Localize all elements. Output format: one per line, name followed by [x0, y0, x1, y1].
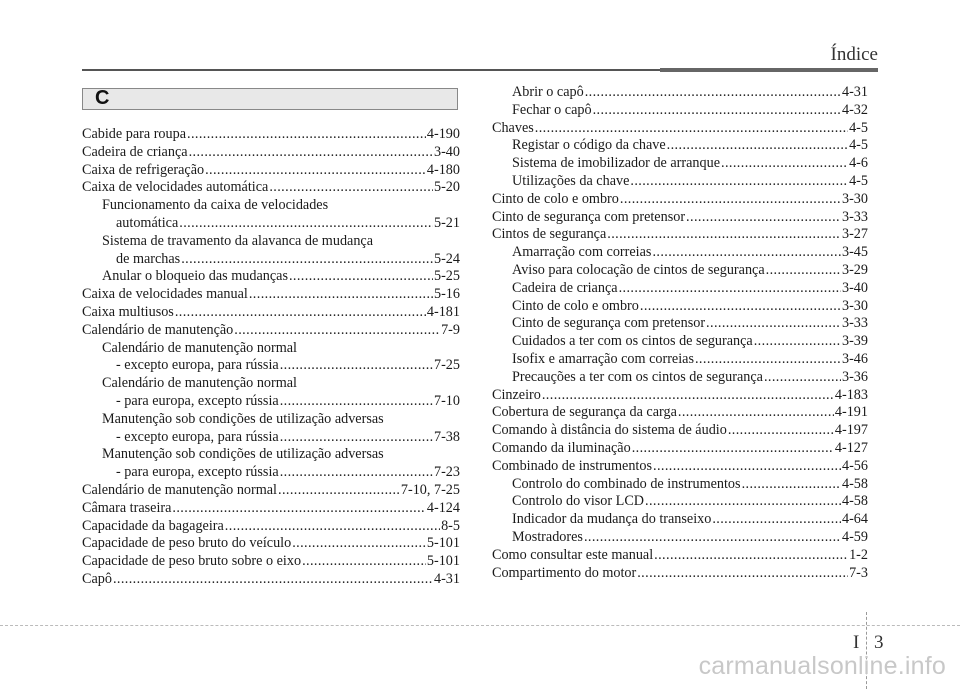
page-reference: 4-5 [849, 172, 868, 189]
index-entry [82, 518, 460, 536]
index-entry [82, 179, 460, 197]
index-entry [492, 333, 868, 351]
dot-leader [645, 493, 841, 511]
page-reference: 4-56 [841, 457, 868, 474]
index-entry-text: Cobertura de segurança da carga [492, 404, 677, 421]
index-entry-text: Como consultar este manual [492, 546, 654, 563]
index-entry [492, 226, 868, 244]
dot-leader [205, 162, 426, 180]
page-reference: 7-23 [433, 464, 460, 481]
page-reference: 4-183 [834, 386, 868, 403]
index-entry-text: Capacidade de peso bruto sobre o eixo [82, 553, 302, 570]
section-header [82, 88, 458, 110]
index-entry-text: Chaves [492, 119, 534, 136]
index-entry-text: Registar o código da chave [512, 137, 666, 154]
dot-leader [695, 351, 841, 369]
index-entry-text: Capô [82, 570, 112, 587]
index-entry [492, 493, 868, 511]
index-entry-text: Cinto de segurança com pretensor [492, 208, 686, 225]
index-entry-text: Abrir o capô [512, 84, 584, 100]
page-reference: 5-101 [426, 535, 460, 552]
index-entry-text: Calendário de manutenção normal [102, 375, 298, 392]
index-entry [82, 268, 460, 286]
dot-leader [292, 535, 426, 553]
dot-leader [179, 215, 433, 233]
index-entry-text: Cinto de colo e ombro [512, 297, 639, 314]
index-entry [82, 144, 460, 162]
page-reference: 3-30 [841, 297, 868, 314]
index-entry-text: Calendário de manutenção normal [82, 481, 278, 498]
page-reference: 5-24 [433, 250, 460, 267]
page-reference: 7-9 [441, 321, 460, 338]
page-reference: 4-31 [433, 570, 460, 587]
index-entry-text: Comando da iluminação [492, 439, 631, 456]
index-subheading [82, 375, 460, 393]
index-entry [492, 298, 868, 316]
section-letter: C [95, 87, 110, 109]
page-reference: 5-16 [433, 286, 460, 303]
page-reference: 3-27 [841, 226, 868, 243]
dot-leader [187, 126, 426, 144]
index-entry [82, 286, 460, 304]
page-reference: 3-29 [841, 261, 868, 278]
index-entry [492, 529, 868, 547]
page-reference: 5-21 [433, 214, 460, 231]
index-entry-text: Aviso para colocação de cintos de segurança [512, 261, 765, 278]
index-entry [492, 209, 868, 227]
index-entry [82, 215, 460, 233]
dot-leader [652, 244, 841, 262]
page-reference: 3-33 [841, 208, 868, 225]
index-entry [492, 458, 868, 476]
index-entry-text: Controlo do combinado de instrumentos [512, 475, 741, 492]
index-subheading [82, 340, 460, 358]
page-reference: 4-32 [841, 101, 868, 118]
dot-leader [742, 476, 841, 494]
dot-leader [619, 280, 841, 298]
page-reference: 4-190 [426, 126, 460, 142]
dot-leader [172, 500, 425, 518]
index-entry-text: Caixa de refrigeração [82, 161, 205, 178]
dot-leader [754, 333, 841, 351]
index-entry-text: Cinzeiro [492, 386, 541, 403]
page-title: Índice [830, 44, 878, 65]
index-entry-text: Isofix e amarração com correias [512, 350, 694, 367]
page-reference: 7-10 [433, 392, 460, 409]
dot-leader [706, 315, 841, 333]
index-entry-text: Compartimento do motor [492, 564, 637, 581]
dot-leader [593, 102, 841, 120]
dot-leader [640, 298, 841, 316]
dot-leader [280, 429, 433, 447]
page-reference: 4-197 [834, 422, 868, 439]
dot-leader [653, 458, 841, 476]
index-entry-text: Comando à distância do sistema de áudio [492, 422, 727, 439]
index-entry [492, 120, 868, 138]
index-entry-text: - excepto europa, para rússia [116, 357, 279, 374]
dot-leader [637, 565, 848, 583]
index-entry-text: Caixa de velocidades automática [82, 179, 269, 196]
index-entry-text: Precauções a ter com os cintos de segurança [512, 368, 763, 385]
dot-leader [654, 547, 848, 565]
index-entry-text: de marchas [116, 250, 181, 267]
index-entry-text: Capacidade da bagageira [82, 517, 224, 534]
index-entry-text: Anular o bloqueio das mudanças [102, 268, 288, 285]
index-entry [82, 251, 460, 269]
index-entry [492, 155, 868, 173]
index-entry [492, 404, 868, 422]
index-entry [82, 535, 460, 553]
index-entry-text: automática [116, 214, 179, 231]
page-reference: 4-5 [849, 119, 868, 136]
index-entry-text: Utilizações da chave [512, 172, 630, 189]
page-reference: 1-2 [849, 546, 868, 563]
dot-leader [535, 120, 848, 138]
page-reference: 3-36 [841, 368, 868, 385]
index-entry [492, 369, 868, 387]
dot-leader [113, 571, 433, 589]
index-entry [492, 387, 868, 405]
dot-leader [584, 529, 841, 547]
index-entry-text: Cinto de segurança com pretensor [512, 315, 706, 332]
dot-leader [728, 422, 834, 440]
index-subheading [82, 233, 460, 251]
dot-leader [289, 268, 433, 286]
index-entry-text: Cadeira de criança [82, 143, 188, 160]
index-entry-text: Câmara traseira [82, 499, 172, 516]
index-entry-text: Capacidade de peso bruto do veículo [82, 535, 292, 552]
page-reference: 4-181 [426, 303, 460, 320]
page-reference: 3-45 [841, 244, 868, 261]
index-entry-text: Combinado de instrumentos [492, 457, 652, 474]
index-entry-text: Cintos de segurança [492, 226, 607, 243]
index-entry-text: - excepto europa, para rússia [116, 428, 279, 445]
index-entry-text: Indicador da mudança do transeixo [512, 511, 712, 528]
page-reference: 4-59 [841, 528, 868, 545]
page-reference: 3-30 [841, 190, 868, 207]
dot-leader [542, 387, 834, 405]
index-entry [82, 553, 460, 571]
index-entry-text: - para europa, excepto rússia [116, 392, 279, 409]
index-entry [492, 137, 868, 155]
index-entry [82, 482, 460, 500]
page-reference: 3-33 [841, 315, 868, 332]
page-reference: 3-40 [841, 279, 868, 296]
dot-leader [620, 191, 841, 209]
index-entry-text: Fechar o capô [512, 101, 592, 118]
dot-leader [280, 393, 433, 411]
index-entry-text: Calendário de manutenção [82, 321, 234, 338]
index-entry-text: Calendário de manutenção normal [102, 339, 298, 356]
index-entry [492, 547, 868, 565]
index-entry-text: Funcionamento da caixa de velocidades [102, 197, 329, 214]
index-entry [82, 304, 460, 322]
index-entry-text: Cadeira de criança [512, 279, 618, 296]
index-entry [82, 464, 460, 482]
index-entry [492, 191, 868, 209]
index-entry [492, 565, 868, 583]
index-entry [492, 173, 868, 191]
page-reference: 4-180 [426, 161, 460, 178]
index-entry [82, 500, 460, 518]
page-reference: 4-64 [841, 511, 868, 528]
index-entry [82, 429, 460, 447]
index-entry [492, 244, 868, 262]
header-rule-accent [660, 68, 878, 72]
index-entry [82, 357, 460, 375]
page-reference: 3-39 [841, 333, 868, 350]
index-entry [492, 440, 868, 458]
dot-leader [181, 251, 433, 269]
page-reference: 4-191 [834, 404, 868, 421]
index-entry-text: Amarração com correias [512, 244, 652, 261]
dot-leader [269, 179, 433, 197]
page-reference: 4-124 [426, 499, 460, 516]
index-entry-text: Controlo do visor LCD [512, 493, 645, 510]
index-entry-text: Caixa multiusos [82, 303, 174, 320]
page-reference: 3-46 [841, 350, 868, 367]
index-entry [492, 476, 868, 494]
dot-leader [249, 286, 433, 304]
page-reference: 4-5 [849, 137, 868, 154]
dot-leader [278, 482, 400, 500]
dot-leader [607, 226, 841, 244]
footer-rule [0, 625, 960, 626]
index-entry-text: Manutenção sob condições de utilização adversas [102, 446, 384, 463]
index-entry-text: - para europa, excepto rússia [116, 464, 279, 481]
index-entry [82, 393, 460, 411]
index-subheading [82, 197, 460, 215]
page-section-letter: I [853, 632, 860, 653]
page-reference: 4-58 [841, 475, 868, 492]
page-reference: 4-58 [841, 493, 868, 510]
index-column-left [82, 126, 460, 589]
index-entry [82, 571, 460, 589]
page-reference: 8-5 [441, 517, 460, 534]
index-column-right [492, 84, 868, 582]
index-entry-text: Cinto de colo e ombro [492, 190, 619, 207]
index-entry-text: Cuidados a ter com os cintos de segurança [512, 333, 753, 350]
dot-leader [225, 518, 440, 536]
index-entry-text: Manutenção sob condições de utilização adversas [102, 410, 384, 427]
dot-leader [302, 553, 426, 571]
dot-leader [721, 155, 848, 173]
index-entry [492, 422, 868, 440]
dot-leader [678, 404, 834, 422]
dot-leader [630, 173, 848, 191]
dot-leader [175, 304, 426, 322]
page-reference: 4-31 [841, 84, 868, 100]
index-entry-text: Mostradores [512, 528, 583, 545]
dot-leader [632, 440, 834, 458]
page-number: 3 [874, 632, 884, 653]
index-entry-text: Sistema de travamento da alavanca de mudança [102, 232, 374, 249]
dot-leader [667, 137, 848, 155]
page-reference: 7-38 [433, 428, 460, 445]
index-subheading [82, 446, 460, 464]
index-subheading [82, 411, 460, 429]
index-entry [492, 262, 868, 280]
page-reference: 4-6 [849, 155, 868, 172]
index-entry [492, 511, 868, 529]
dot-leader [766, 262, 841, 280]
page-reference: 5-25 [433, 268, 460, 285]
dot-leader [585, 84, 841, 102]
index-entry [82, 322, 460, 340]
page-reference: 7-25 [433, 357, 460, 374]
dot-leader [712, 511, 841, 529]
index-entry [82, 162, 460, 180]
dot-leader [234, 322, 440, 340]
page-reference: 5-101 [426, 553, 460, 570]
watermark: carmanualsonline.info [698, 652, 946, 680]
dot-leader [280, 357, 433, 375]
index-entry [492, 315, 868, 333]
index-entry-text: Cabide para roupa [82, 126, 186, 142]
index-entry [82, 126, 460, 144]
index-entry-text: Sistema de imobilizador de arranque [512, 155, 721, 172]
dot-leader [764, 369, 841, 387]
index-entry [492, 280, 868, 298]
dot-leader [686, 209, 841, 227]
dot-leader [189, 144, 433, 162]
page-reference: 7-10, 7-25 [400, 481, 460, 498]
page-reference: 5-20 [433, 179, 460, 196]
index-entry [492, 351, 868, 369]
index-entry-text: Caixa de velocidades manual [82, 286, 248, 303]
page-reference: 7-3 [849, 564, 868, 581]
index-entry [492, 102, 868, 120]
page-reference: 4-127 [834, 439, 868, 456]
index-entry [492, 84, 868, 102]
page-reference: 3-40 [433, 143, 460, 160]
dot-leader [280, 464, 433, 482]
